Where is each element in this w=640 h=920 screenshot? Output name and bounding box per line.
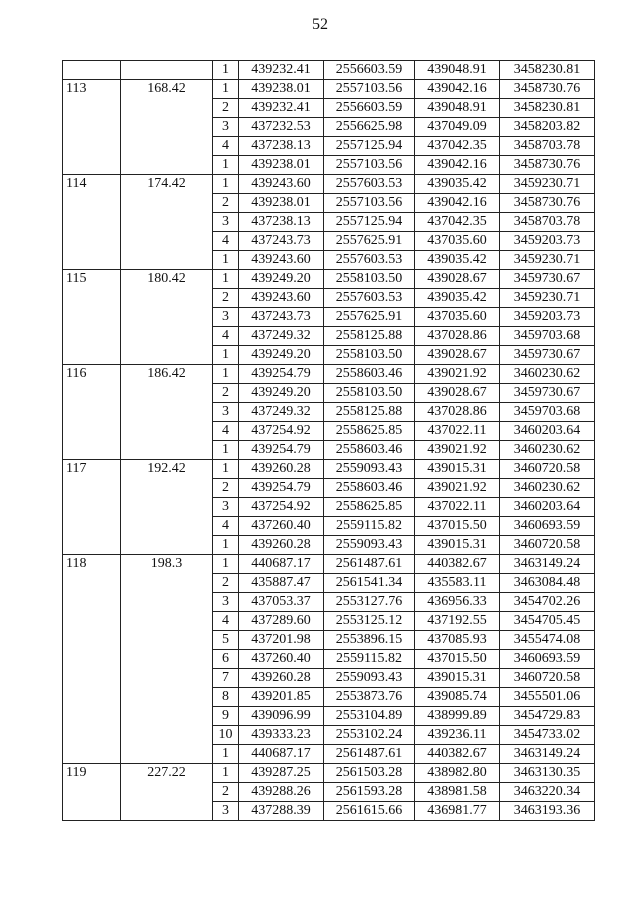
point-number-cell: 4 xyxy=(213,137,239,156)
x2-cell: 439042.16 xyxy=(415,80,500,99)
x2-cell: 437028.86 xyxy=(415,403,500,422)
table-row xyxy=(63,270,595,289)
x2-cell: 437035.60 xyxy=(415,232,500,251)
y2-cell: 3459230.71 xyxy=(500,175,595,194)
x1-cell: 439288.26 xyxy=(239,783,324,802)
y2-cell: 3460230.62 xyxy=(500,441,595,460)
y1-cell: 2558603.46 xyxy=(324,365,415,384)
y2-cell: 3455501.06 xyxy=(500,688,595,707)
x1-cell: 437254.92 xyxy=(239,422,324,441)
point-number-cell: 3 xyxy=(213,593,239,612)
y1-cell: 2556603.59 xyxy=(324,61,415,80)
y2-cell: 3460720.58 xyxy=(500,460,595,479)
x1-cell: 437053.37 xyxy=(239,593,324,612)
y1-cell: 2553102.24 xyxy=(324,726,415,745)
page-number: 52 xyxy=(312,16,328,33)
x2-cell: 435583.11 xyxy=(415,574,500,593)
point-number-cell: 2 xyxy=(213,384,239,403)
plot-number-cell: 113 xyxy=(63,80,121,175)
x2-cell: 437022.11 xyxy=(415,498,500,517)
x2-cell: 439021.92 xyxy=(415,365,500,384)
coordinates-table xyxy=(62,60,595,821)
point-number-cell: 3 xyxy=(213,403,239,422)
x2-cell: 439035.42 xyxy=(415,251,500,270)
x1-cell: 439243.60 xyxy=(239,251,324,270)
y1-cell: 2558625.85 xyxy=(324,498,415,517)
y1-cell: 2558603.46 xyxy=(324,479,415,498)
table-row xyxy=(63,460,595,479)
y1-cell: 2556603.59 xyxy=(324,99,415,118)
y1-cell: 2561615.66 xyxy=(324,802,415,821)
x1-cell: 435887.47 xyxy=(239,574,324,593)
point-number-cell: 1 xyxy=(213,764,239,783)
area-cell: 192.42 xyxy=(121,460,213,555)
x2-cell: 437028.86 xyxy=(415,327,500,346)
y2-cell: 3460203.64 xyxy=(500,498,595,517)
y2-cell: 3463130.35 xyxy=(500,764,595,783)
x1-cell: 439249.20 xyxy=(239,384,324,403)
y2-cell: 3460230.62 xyxy=(500,365,595,384)
y1-cell: 2558625.85 xyxy=(324,422,415,441)
point-number-cell: 4 xyxy=(213,422,239,441)
y2-cell: 3458730.76 xyxy=(500,156,595,175)
y2-cell: 3459203.73 xyxy=(500,232,595,251)
x2-cell: 439028.67 xyxy=(415,270,500,289)
y2-cell: 3460230.62 xyxy=(500,479,595,498)
y1-cell: 2557625.91 xyxy=(324,232,415,251)
x1-cell: 439287.25 xyxy=(239,764,324,783)
point-number-cell: 1 xyxy=(213,441,239,460)
coordinates-table-body xyxy=(63,61,595,821)
x2-cell: 439048.91 xyxy=(415,99,500,118)
x1-cell: 437243.73 xyxy=(239,232,324,251)
y1-cell: 2557603.53 xyxy=(324,289,415,308)
x2-cell: 437049.09 xyxy=(415,118,500,137)
x2-cell: 438982.80 xyxy=(415,764,500,783)
x2-cell: 440382.67 xyxy=(415,745,500,764)
x1-cell: 437260.40 xyxy=(239,517,324,536)
x1-cell: 437201.98 xyxy=(239,631,324,650)
area-cell: 198.3 xyxy=(121,555,213,764)
x2-cell: 439236.11 xyxy=(415,726,500,745)
y1-cell: 2557603.53 xyxy=(324,175,415,194)
y1-cell: 2557603.53 xyxy=(324,251,415,270)
point-number-cell: 1 xyxy=(213,346,239,365)
y2-cell: 3458203.82 xyxy=(500,118,595,137)
x2-cell: 439042.16 xyxy=(415,194,500,213)
y2-cell: 3463193.36 xyxy=(500,802,595,821)
table-row xyxy=(63,764,595,783)
y1-cell: 2561593.28 xyxy=(324,783,415,802)
x1-cell: 440687.17 xyxy=(239,555,324,574)
y1-cell: 2559115.82 xyxy=(324,650,415,669)
y2-cell: 3454733.02 xyxy=(500,726,595,745)
area-cell: 174.42 xyxy=(121,175,213,270)
point-number-cell: 2 xyxy=(213,783,239,802)
point-number-cell: 2 xyxy=(213,289,239,308)
y1-cell: 2553873.76 xyxy=(324,688,415,707)
x1-cell: 439260.28 xyxy=(239,536,324,555)
y2-cell: 3459730.67 xyxy=(500,346,595,365)
y2-cell: 3454702.26 xyxy=(500,593,595,612)
y2-cell: 3459703.68 xyxy=(500,327,595,346)
point-number-cell: 2 xyxy=(213,99,239,118)
point-number-cell: 9 xyxy=(213,707,239,726)
y2-cell: 3459230.71 xyxy=(500,289,595,308)
table-row xyxy=(63,80,595,99)
y1-cell: 2559115.82 xyxy=(324,517,415,536)
point-number-cell: 1 xyxy=(213,175,239,194)
y2-cell: 3458230.81 xyxy=(500,99,595,118)
x2-cell: 437042.35 xyxy=(415,137,500,156)
x2-cell: 440382.67 xyxy=(415,555,500,574)
x1-cell: 437254.92 xyxy=(239,498,324,517)
x2-cell: 439028.67 xyxy=(415,346,500,365)
x2-cell: 439035.42 xyxy=(415,175,500,194)
point-number-cell: 1 xyxy=(213,365,239,384)
x1-cell: 439096.99 xyxy=(239,707,324,726)
point-number-cell: 4 xyxy=(213,517,239,536)
y2-cell: 3459203.73 xyxy=(500,308,595,327)
y2-cell: 3460720.58 xyxy=(500,669,595,688)
y1-cell: 2559093.43 xyxy=(324,460,415,479)
point-number-cell: 2 xyxy=(213,194,239,213)
y2-cell: 3454705.45 xyxy=(500,612,595,631)
x1-cell: 439243.60 xyxy=(239,289,324,308)
y2-cell: 3460203.64 xyxy=(500,422,595,441)
point-number-cell: 1 xyxy=(213,270,239,289)
x1-cell: 437249.32 xyxy=(239,327,324,346)
x1-cell: 437238.13 xyxy=(239,137,324,156)
x2-cell: 439015.31 xyxy=(415,536,500,555)
x1-cell: 439201.85 xyxy=(239,688,324,707)
x2-cell: 439015.31 xyxy=(415,460,500,479)
x1-cell: 439254.79 xyxy=(239,441,324,460)
point-number-cell: 3 xyxy=(213,213,239,232)
x1-cell: 437243.73 xyxy=(239,308,324,327)
y1-cell: 2553125.12 xyxy=(324,612,415,631)
y1-cell: 2557125.94 xyxy=(324,137,415,156)
x2-cell: 439021.92 xyxy=(415,479,500,498)
y2-cell: 3460693.59 xyxy=(500,517,595,536)
x1-cell: 439249.20 xyxy=(239,270,324,289)
y2-cell: 3455474.08 xyxy=(500,631,595,650)
y1-cell: 2559093.43 xyxy=(324,536,415,555)
area-cell: 186.42 xyxy=(121,365,213,460)
x2-cell: 437042.35 xyxy=(415,213,500,232)
point-number-cell: 1 xyxy=(213,251,239,270)
x2-cell: 436956.33 xyxy=(415,593,500,612)
x1-cell: 439254.79 xyxy=(239,479,324,498)
y2-cell: 3458230.81 xyxy=(500,61,595,80)
area-cell: 180.42 xyxy=(121,270,213,365)
x1-cell: 439232.41 xyxy=(239,61,324,80)
x1-cell: 439260.28 xyxy=(239,669,324,688)
y2-cell: 3459230.71 xyxy=(500,251,595,270)
x1-cell: 439232.41 xyxy=(239,99,324,118)
x2-cell: 437022.11 xyxy=(415,422,500,441)
y2-cell: 3458730.76 xyxy=(500,194,595,213)
x2-cell: 439042.16 xyxy=(415,156,500,175)
y2-cell: 3458730.76 xyxy=(500,80,595,99)
x2-cell: 436981.77 xyxy=(415,802,500,821)
y1-cell: 2558125.88 xyxy=(324,327,415,346)
plot-number-cell: 114 xyxy=(63,175,121,270)
x2-cell: 438999.89 xyxy=(415,707,500,726)
point-number-cell: 7 xyxy=(213,669,239,688)
x2-cell: 437085.93 xyxy=(415,631,500,650)
plot-number-cell xyxy=(63,61,121,80)
y1-cell: 2553127.76 xyxy=(324,593,415,612)
y1-cell: 2558103.50 xyxy=(324,346,415,365)
area-cell: 168.42 xyxy=(121,80,213,175)
point-number-cell: 4 xyxy=(213,327,239,346)
point-number-cell: 3 xyxy=(213,308,239,327)
y1-cell: 2558125.88 xyxy=(324,403,415,422)
y1-cell: 2557103.56 xyxy=(324,194,415,213)
plot-number-cell: 117 xyxy=(63,460,121,555)
point-number-cell: 1 xyxy=(213,80,239,99)
point-number-cell: 1 xyxy=(213,61,239,80)
x1-cell: 440687.17 xyxy=(239,745,324,764)
point-number-cell: 1 xyxy=(213,536,239,555)
point-number-cell: 1 xyxy=(213,156,239,175)
plot-number-cell: 115 xyxy=(63,270,121,365)
plot-number-cell: 116 xyxy=(63,365,121,460)
y1-cell: 2557103.56 xyxy=(324,80,415,99)
x2-cell: 438981.58 xyxy=(415,783,500,802)
table-row xyxy=(63,555,595,574)
y2-cell: 3463149.24 xyxy=(500,745,595,764)
x1-cell: 437249.32 xyxy=(239,403,324,422)
point-number-cell: 10 xyxy=(213,726,239,745)
y2-cell: 3459730.67 xyxy=(500,384,595,403)
x2-cell: 439021.92 xyxy=(415,441,500,460)
x1-cell: 437260.40 xyxy=(239,650,324,669)
point-number-cell: 5 xyxy=(213,631,239,650)
x1-cell: 439254.79 xyxy=(239,365,324,384)
table-row xyxy=(63,61,595,80)
x2-cell: 439035.42 xyxy=(415,289,500,308)
x1-cell: 439238.01 xyxy=(239,80,324,99)
plot-number-cell: 119 xyxy=(63,764,121,821)
y2-cell: 3459703.68 xyxy=(500,403,595,422)
y1-cell: 2558103.50 xyxy=(324,384,415,403)
x2-cell: 439015.31 xyxy=(415,669,500,688)
x2-cell: 437035.60 xyxy=(415,308,500,327)
x1-cell: 437238.13 xyxy=(239,213,324,232)
y1-cell: 2561487.61 xyxy=(324,555,415,574)
x2-cell: 439085.74 xyxy=(415,688,500,707)
x1-cell: 437289.60 xyxy=(239,612,324,631)
y2-cell: 3463084.48 xyxy=(500,574,595,593)
plot-number-cell: 118 xyxy=(63,555,121,764)
area-cell: 227.22 xyxy=(121,764,213,821)
x2-cell: 439048.91 xyxy=(415,61,500,80)
x2-cell: 437192.55 xyxy=(415,612,500,631)
point-number-cell: 8 xyxy=(213,688,239,707)
y2-cell: 3458703.78 xyxy=(500,137,595,156)
point-number-cell: 4 xyxy=(213,612,239,631)
y2-cell: 3463149.24 xyxy=(500,555,595,574)
point-number-cell: 4 xyxy=(213,232,239,251)
y1-cell: 2559093.43 xyxy=(324,669,415,688)
y1-cell: 2557625.91 xyxy=(324,308,415,327)
y2-cell: 3460720.58 xyxy=(500,536,595,555)
y1-cell: 2557125.94 xyxy=(324,213,415,232)
y1-cell: 2561503.28 xyxy=(324,764,415,783)
x1-cell: 437232.53 xyxy=(239,118,324,137)
y1-cell: 2558103.50 xyxy=(324,270,415,289)
table-row xyxy=(63,365,595,384)
x2-cell: 437015.50 xyxy=(415,650,500,669)
point-number-cell: 3 xyxy=(213,118,239,137)
x2-cell: 437015.50 xyxy=(415,517,500,536)
y2-cell: 3459730.67 xyxy=(500,270,595,289)
area-cell xyxy=(121,61,213,80)
y2-cell: 3454729.83 xyxy=(500,707,595,726)
y2-cell: 3458703.78 xyxy=(500,213,595,232)
point-number-cell: 3 xyxy=(213,802,239,821)
point-number-cell: 2 xyxy=(213,479,239,498)
y1-cell: 2556625.98 xyxy=(324,118,415,137)
x1-cell: 439260.28 xyxy=(239,460,324,479)
y1-cell: 2561487.61 xyxy=(324,745,415,764)
y1-cell: 2553896.15 xyxy=(324,631,415,650)
point-number-cell: 3 xyxy=(213,498,239,517)
x2-cell: 439028.67 xyxy=(415,384,500,403)
point-number-cell: 6 xyxy=(213,650,239,669)
point-number-cell: 1 xyxy=(213,460,239,479)
y1-cell: 2561541.34 xyxy=(324,574,415,593)
table-row xyxy=(63,175,595,194)
point-number-cell: 1 xyxy=(213,745,239,764)
x1-cell: 439238.01 xyxy=(239,156,324,175)
point-number-cell: 1 xyxy=(213,555,239,574)
x1-cell: 437288.39 xyxy=(239,802,324,821)
y2-cell: 3460693.59 xyxy=(500,650,595,669)
x1-cell: 439238.01 xyxy=(239,194,324,213)
x1-cell: 439243.60 xyxy=(239,175,324,194)
y2-cell: 3463220.34 xyxy=(500,783,595,802)
y1-cell: 2558603.46 xyxy=(324,441,415,460)
y1-cell: 2553104.89 xyxy=(324,707,415,726)
x1-cell: 439333.23 xyxy=(239,726,324,745)
x1-cell: 439249.20 xyxy=(239,346,324,365)
y1-cell: 2557103.56 xyxy=(324,156,415,175)
point-number-cell: 2 xyxy=(213,574,239,593)
